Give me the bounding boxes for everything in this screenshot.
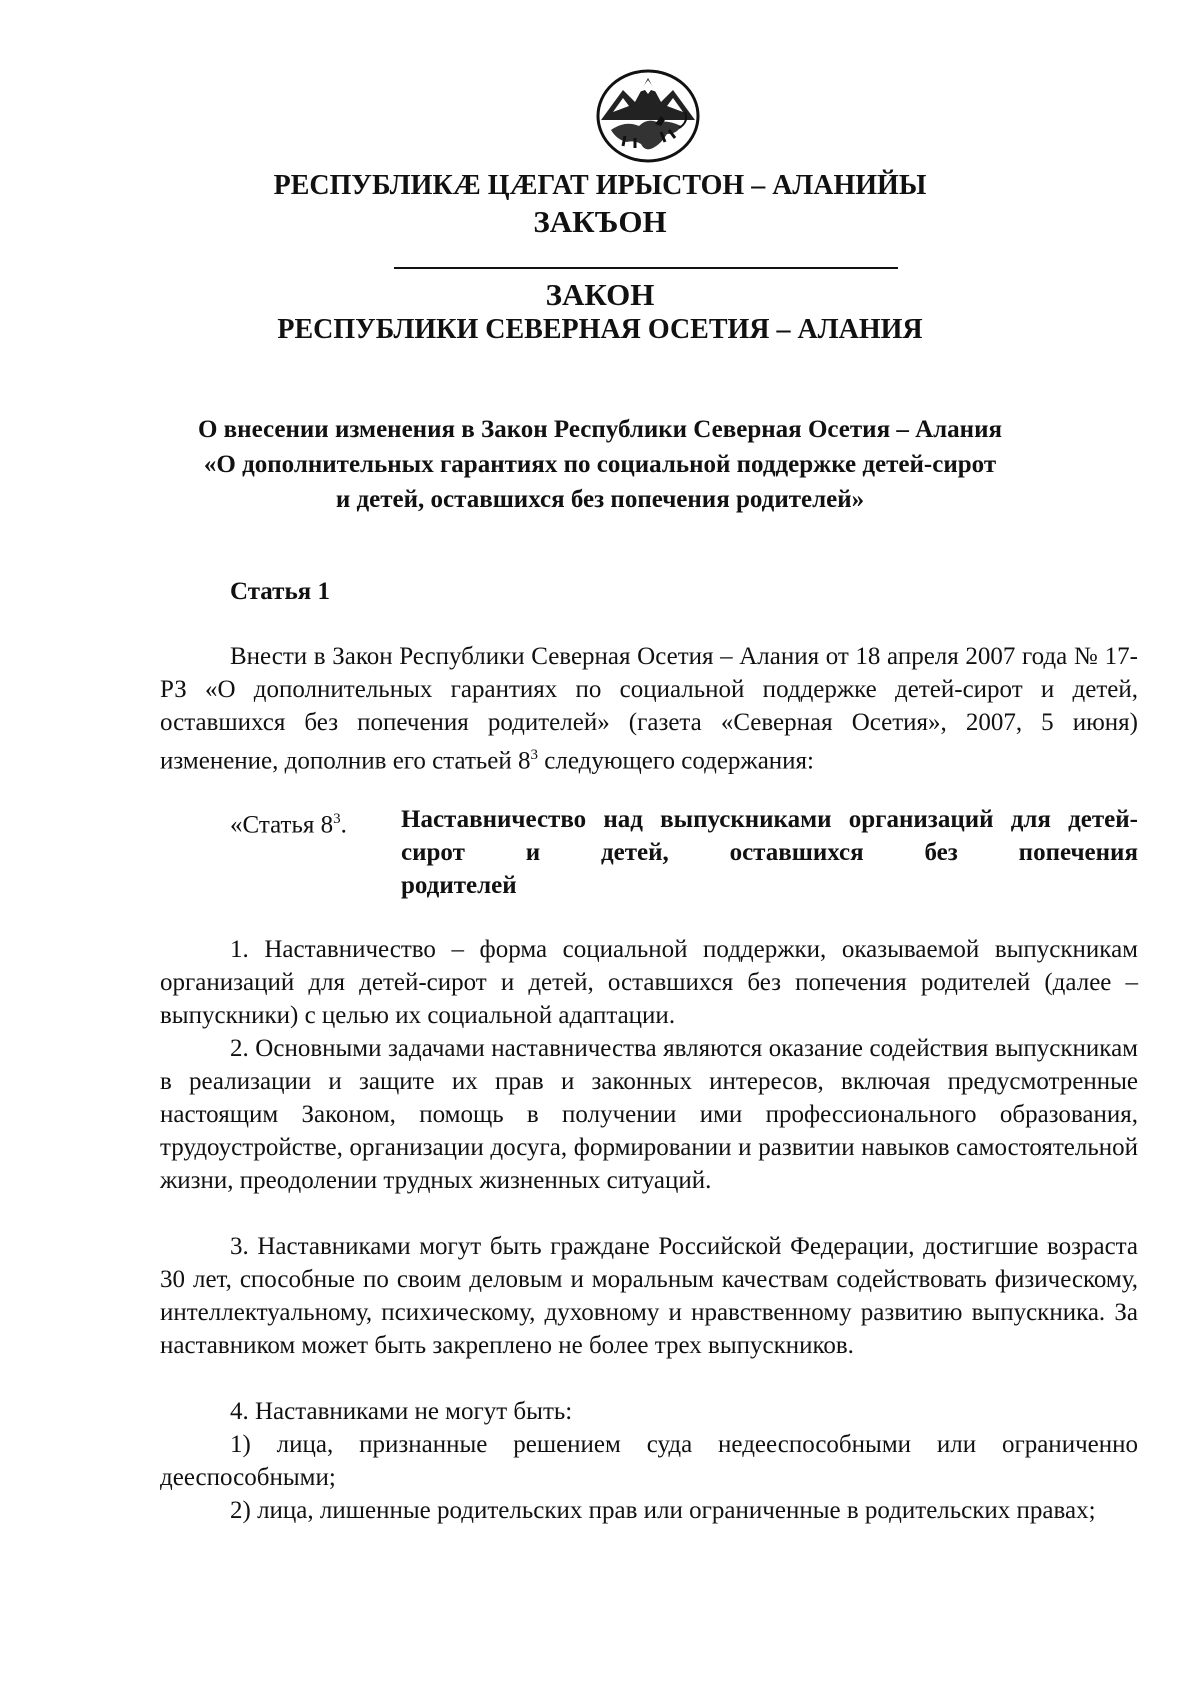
new-article-lead-end: . <box>340 811 347 839</box>
new-article-title <box>401 803 1138 902</box>
new-article-title-last: родителей <box>401 872 517 899</box>
paragraph-4-item-2 <box>160 1494 1138 1527</box>
paragraph-4-item-1 <box>160 1428 1138 1494</box>
ossetian-law-heading: ЗАКЪОН <box>533 204 667 239</box>
paragraph-4-item-1-text: 1) лица, признанные решением суда недееспособными или ограниченно дееспособными; <box>160 1431 1138 1491</box>
article-intro-paragraph <box>160 640 1138 777</box>
ossetian-republic-heading: РЕСПУБЛИКÆ ЦÆГАТ ИРЫСТОН – АЛАНИЙЫ <box>273 170 927 201</box>
document-title <box>120 412 1080 517</box>
header-divider <box>394 267 898 269</box>
paragraph-4-text: 4. Наставниками не могут быть: <box>230 1398 573 1425</box>
new-article-lead-superscript: 3 <box>333 811 341 827</box>
intro-text-end: следующего содержания: <box>538 747 814 775</box>
paragraph-1 <box>160 933 1138 1032</box>
title-line-1: О внесении изменения в Закон Республики Северная Осетия – Алания <box>197 416 1003 443</box>
paragraph-3 <box>160 1230 1138 1362</box>
coat-of-arms-icon <box>595 68 701 164</box>
republic-heading: РЕСПУБЛИКИ СЕВЕРНАЯ ОСЕТИЯ – АЛАНИЯ <box>277 314 923 345</box>
title-line-3: и детей, оставшихся без попечения родителей» <box>335 486 865 513</box>
law-heading: ЗАКОН <box>545 277 655 312</box>
title-line-2: «О дополнительных гарантиях по социальной поддержке детей-сирот <box>203 451 997 478</box>
paragraph-4-item-2-text: 2) лица, лишенные родительских прав или ограниченные в родительских правах; <box>230 1497 1096 1524</box>
new-article-lead <box>230 803 347 841</box>
new-article-title-main: Наставничество над выпускниками организаций для детей-сирот и детей, оставшихся без попечения <box>401 806 1138 866</box>
paragraph-4 <box>160 1395 1138 1428</box>
intro-superscript: 3 <box>530 747 539 763</box>
new-article-lead-text: «Статья 8 <box>230 811 334 839</box>
paragraph-3-text: 3. Наставниками могут быть граждане Российской Федерации, достигшие возраста 30 лет, способные по своим деловым и моральным качествам содействовать физическому, интеллектуальному, психическому, духовному и нравственному развитию выпускника. За наставником может быть закреплено не более трех выпускников. <box>160 1233 1138 1359</box>
paragraph-1-text: 1. Наставничество – форма социальной поддержки, оказываемой выпускникам организаций для детей-сирот и детей, оставшихся без попечения родителей (далее – выпускники) с целью их социальной адаптации. <box>160 936 1138 1029</box>
intro-text: Внести в Закон Республики Северная Осетия – Алания от 18 апреля 2007 года № 17-РЗ «О дополнительных гарантиях по социальной поддержке детей-сирот и детей, оставшихся без попечения родителей» (газета «Северная Осетия», 2007, 5 июня) изменение, дополнив его статьей 8 <box>160 643 1138 775</box>
article-heading: Статья 1 <box>230 578 330 605</box>
paragraph-2-text: 2. Основными задачами наставничества являются оказание содействия выпускникам в реализации и защите их прав и законных интересов, включая предусмотренные настоящим Законом, помощь в получении ими профессионального образования, трудоустройстве, организации досуга, формировании и развитии навыков самостоятельной жизни, преодолении трудных жизненных ситуаций. <box>160 1035 1138 1194</box>
paragraph-2 <box>160 1032 1138 1197</box>
